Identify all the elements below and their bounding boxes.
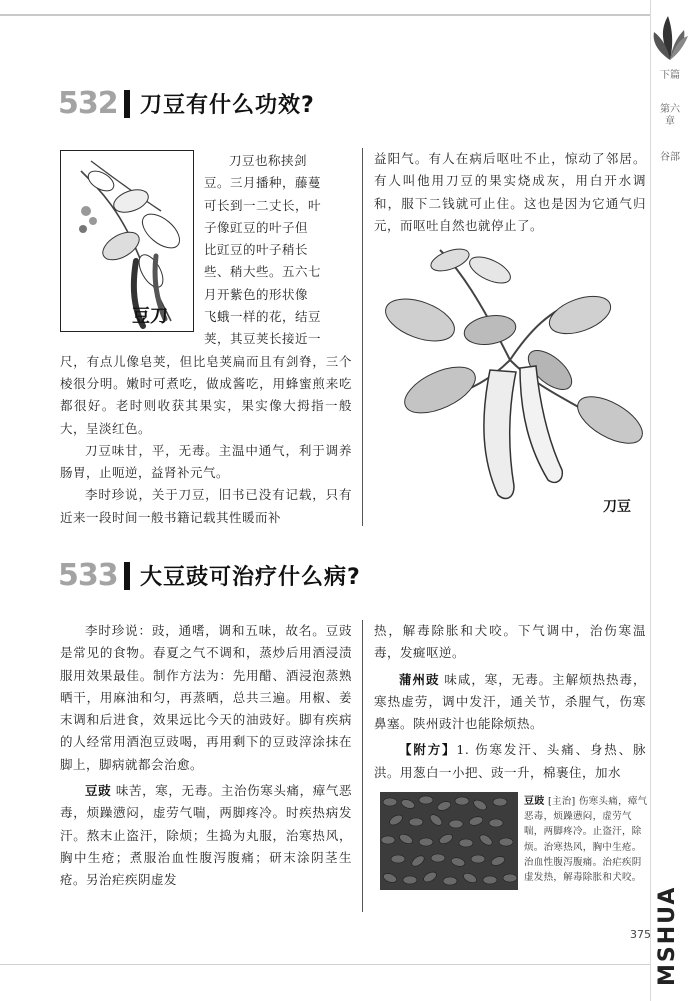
text-line: 可长到一二丈长，叶 (204, 197, 322, 213)
text-line: 月开紫色的形状像 (204, 286, 309, 302)
section-533-left-body (60, 620, 352, 892)
paragraph (374, 669, 646, 736)
text-line: 豆。三月播种，藤蔓 (204, 175, 322, 191)
large-figure-caption: 刀豆 (603, 499, 631, 515)
side-section: 谷部 (660, 152, 680, 163)
small-figure-caption: 豆刀 (132, 306, 168, 327)
section-532-title: 刀豆有什么功效? (140, 93, 315, 118)
side-chapter: 第六章 (660, 104, 680, 127)
black-bean-texture (380, 792, 518, 890)
page-number: 375 (630, 928, 651, 941)
black-bean-photo (380, 792, 518, 890)
margin-rule (650, 0, 651, 1001)
section-533-title: 大豆豉可治疗什么病? (140, 565, 361, 590)
paragraph (60, 780, 352, 891)
paragraph-text: 1. 伤寒发汗、头痛、身热、脉洪。用葱白一小把、豉一升，棉裹住，加水 (374, 742, 646, 780)
column-divider (362, 148, 363, 526)
section-533-right-body (374, 620, 646, 784)
text-line: 些、稍大些。五六七 (204, 264, 322, 280)
paragraph: 李时珍说：豉，通嗜，调和五味，故名。豆豉是常见的食物。春夏之气不调和，蒸炒后用酒浸渍服用效果最佳。制作方法为：先用醋、酒浸泡蒸熟晒干，用麻油和匀，再蒸晒，总共三遍。用椒、姜末调和后进食，效果远比今天的油豉好。脚有疾病的人经常用酒泡豆豉喝，再用剩下的豆豉滓涂抹在脚上，脚病就都会治愈。 (60, 623, 352, 772)
paragraph: 尺，有点儿像皂荚，但比皂荚扁而且有剑脊，三个棱很分明。嫩时可煮吃，做成酱吃，用蜂蜜煎来吃都很好。老时则收获其果实，果实像大拇指一般大，呈淡红色。 (60, 353, 352, 436)
text-line: 子像豇豆的叶子但 (204, 219, 309, 235)
term-label: 蒲州豉 (399, 671, 440, 687)
paragraph-text: 味苦，寒，无毒。主治伤寒头痛，瘴气恶毒，烦躁懑闷，虚劳气喘，两脚疼冷。时疾热病发汗。熬末止盗汗，除烦；生捣为丸服，治寒热风，胸中生疮；煮服治血性腹泻腹痛；研末涂阴茎生疮。另治疟疾阴虚发 (60, 783, 352, 888)
bottom-rule (0, 964, 650, 965)
black-bean-note (524, 794, 648, 885)
section-533-number: 533 (58, 558, 118, 593)
sword-bean-sketch (61, 151, 193, 331)
paragraph-text: 味咸，寒，无毒。主解烦热热毒，寒热虚劳，调中发汗，通关节，杀腥气，伤寒鼻塞。陕州豉汁也能除烦热。 (374, 671, 646, 732)
term-label: 豆豉 (85, 783, 112, 799)
section-533-bar (124, 562, 130, 590)
lotus-ornament-icon (650, 12, 690, 64)
section-532-intro-lines (204, 150, 352, 351)
column-divider-2 (362, 620, 363, 912)
section-532-number: 532 (58, 86, 118, 121)
text-line: 刀豆也称挟剑 (229, 153, 308, 168)
side-volume: 下篇 (660, 70, 680, 81)
section-532-bar (124, 90, 130, 118)
term-label: 【附方】 (399, 742, 457, 758)
text-line: 飞蛾一样的花，结豆 (204, 309, 322, 325)
top-rule (0, 14, 650, 16)
watermark: MSHUA (655, 885, 680, 986)
section-532-left-body (60, 351, 352, 529)
paragraph: 热，解毒除胀和犬咬。下气调中，治伤寒温毒，发癍呕逆。 (374, 623, 646, 661)
text-line: 比豇豆的叶子稍长 (204, 242, 309, 258)
text-line: 荚，其豆荚长接近一 (204, 331, 322, 347)
note-text: [主治] 伤寒头痛，瘴气恶毒，烦躁懑闷，虚劳气喘，两脚疼冷。止盗汗，除烦。治寒热风，胸中生疮。治血性腹泻腹痛。治疟疾阴虚发热，解毒除胀和犬咬。 (524, 796, 648, 884)
paragraph (374, 739, 646, 784)
note-label: 豆豉 (524, 796, 545, 807)
paragraph: 益阳气。有人在病后呕吐不止，惊动了邻居。有人叫他用刀豆的果实烧成灰，用白开水调和，服下二钱就可止住。这也是因为它通气归元，而呕吐自然也就停止了。 (374, 151, 646, 233)
section-532-right-body (374, 148, 646, 237)
paragraph: 李时珍说，关于刀豆，旧书已没有记载，只有近来一段时间一般书籍记载其性暖而补 (60, 487, 352, 525)
paragraph: 刀豆味甘，平，无毒。主温中通气，利于调养肠胃，止呃逆，益肾补元气。 (60, 442, 352, 481)
sword-bean-large-figure (380, 240, 650, 525)
sword-bean-small-figure (60, 150, 194, 332)
